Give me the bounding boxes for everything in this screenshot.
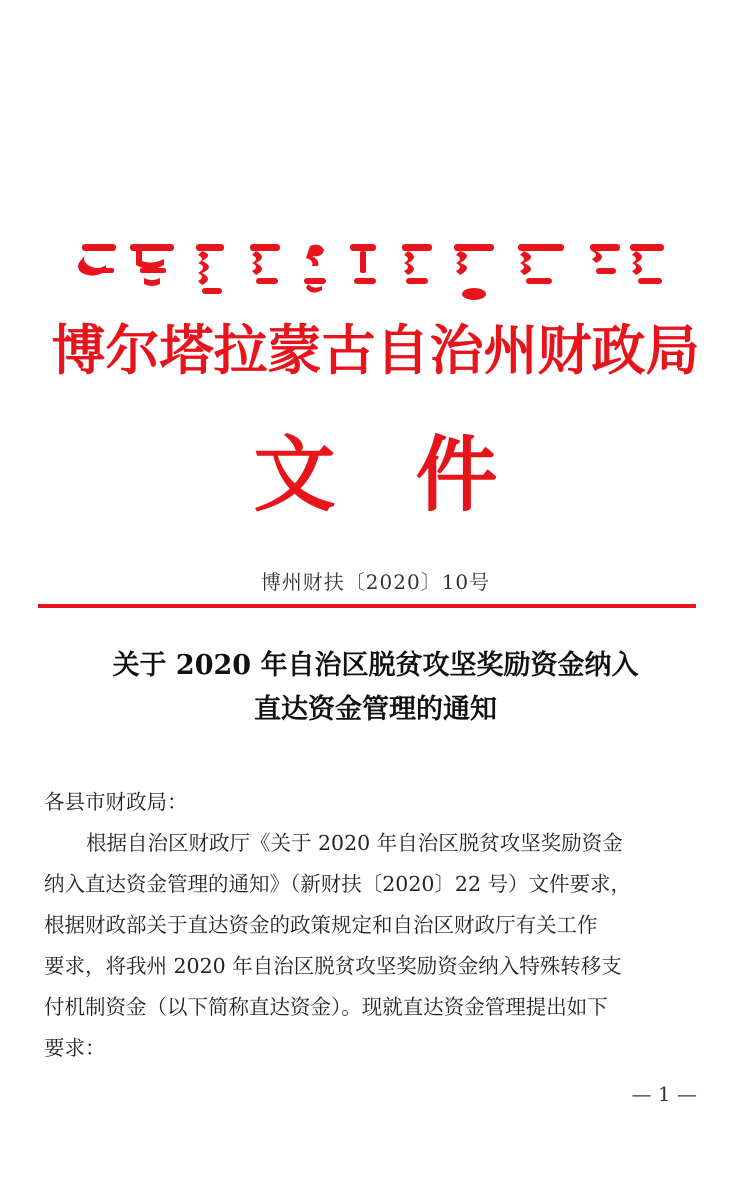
red-divider	[38, 604, 696, 608]
body-line: 付机制资金（以下简称直达资金）。现就直达资金管理提出如下	[44, 995, 608, 1019]
issuer-name: 博尔塔拉蒙古自治州财政局	[51, 319, 700, 382]
notice-body	[44, 782, 708, 1069]
title-line-1: 关于 2020 年自治区脱贫攻坚奖励资金纳入	[112, 650, 639, 681]
body-line: 根据财政部关于直达资金的政策规定和自治区财政厅有关工作	[44, 913, 598, 937]
body-line: 要求：	[44, 1036, 106, 1060]
title-line-2: 直达资金管理的通知	[254, 694, 497, 725]
mongolian-script-logo	[78, 238, 668, 308]
document-word: 文件	[253, 427, 578, 523]
salutation: 各县市财政局：	[44, 790, 188, 814]
body-line: 根据自治区财政厅《关于 2020 年自治区脱贫攻坚奖励资金	[86, 831, 623, 855]
body-line: 要求，将我州 2020 年自治区脱贫攻坚奖励资金纳入特殊转移支	[44, 954, 622, 978]
document-number: 博州财扶〔2020〕10号	[260, 570, 491, 594]
page-number: — 1 —	[631, 1082, 697, 1106]
body-line: 纳入直达资金管理的通知》（新财扶〔2020〕22 号）文件要求，	[44, 872, 632, 896]
notice-title	[0, 644, 751, 732]
